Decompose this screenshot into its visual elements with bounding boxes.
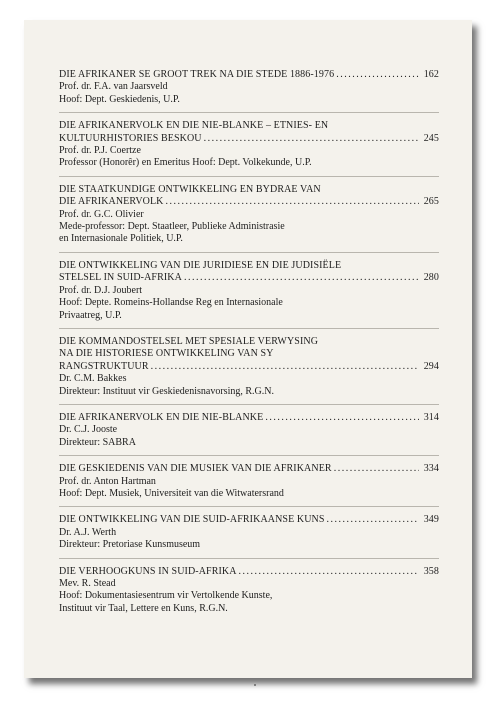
dot-leader — [166, 196, 419, 208]
toc-title-line: DIE STAATKUNDIGE ONTWIKKELING EN BYDRAE VAN — [59, 183, 321, 195]
toc-entry — [59, 405, 439, 456]
toc-title-line — [59, 463, 439, 475]
dot-leader — [184, 272, 419, 284]
dot-leader — [336, 69, 419, 81]
author-name: Prof. dr. P.J. Coertze — [59, 145, 141, 157]
toc-title-line: NA DIE HISTORIESE ONTWIKKELING VAN SY — [59, 348, 274, 360]
toc-title-text: KULTUURHISTORIES BESKOU — [59, 132, 202, 144]
page-number: 280 — [423, 272, 439, 284]
author-affiliation: Professor (Honorêr) en Emeritus Hoof: Dept. Volkekunde, U.P. — [59, 157, 312, 169]
page-number: 294 — [423, 360, 439, 372]
page-number: 334 — [423, 463, 439, 475]
toc-title-line — [59, 412, 439, 424]
toc-title-text: DIE AFRIKANERVOLK EN DIE NIE-BLANKE — [59, 411, 264, 423]
author-affiliation: Instituut vir Taal, Lettere en Kuns, R.G.N. — [59, 602, 228, 614]
author-name: Dr. A.J. Werth — [59, 526, 117, 538]
dot-leader — [334, 463, 419, 475]
toc-title-line — [59, 514, 439, 526]
toc-title-line: DIE ONTWIKKELING VAN DIE JURIDIESE EN DIE JUDISIËLE — [59, 259, 342, 271]
author-affiliation: Hoof: Dokumentasiesentrum vir Vertolkende Kunste, — [59, 590, 273, 602]
author-affiliation: Direkteur: Instituut vir Geskiedenisnavorsing, R.G.N. — [59, 385, 274, 397]
author-affiliation: en Internasionale Politiek, U.P. — [59, 233, 183, 245]
toc-title-text: DIE GESKIEDENIS VAN DIE MUSIEK VAN DIE AFRIKANER — [59, 463, 332, 475]
toc-entry — [59, 507, 439, 558]
toc-entry — [59, 66, 439, 113]
toc-entry-title — [59, 566, 439, 578]
author-name: Prof. dr. Anton Hartman — [59, 475, 156, 487]
page-number: 245 — [423, 132, 439, 144]
dot-leader — [265, 412, 419, 424]
toc-title-line — [59, 566, 439, 578]
toc-title-line — [59, 69, 439, 81]
author-name: Prof. dr. D.J. Joubert — [59, 284, 143, 296]
dot-leader — [327, 514, 419, 526]
page-speck — [254, 684, 256, 686]
toc-entry — [59, 329, 439, 405]
toc-title-line — [59, 272, 439, 284]
author-name: Prof. dr. G.C. Olivier — [59, 208, 144, 220]
author-name: Dr. C.J. Jooste — [59, 424, 118, 436]
toc-entry-title — [59, 463, 439, 475]
toc-entry-title — [59, 69, 439, 81]
toc-title-text: RANGSTRUKTUUR — [59, 360, 149, 372]
toc-title-text: STELSEL IN SUID-AFRIKA — [59, 272, 182, 284]
toc-entry-title — [59, 260, 439, 285]
author-name: Dr. C.M. Bakkes — [59, 373, 127, 385]
page-number: 265 — [423, 196, 439, 208]
toc-entry — [59, 456, 439, 507]
toc-title-line — [59, 196, 439, 208]
page-number: 162 — [423, 69, 439, 80]
toc-title-line: DIE KOMMANDOSTELSEL MET SPESIALE VERWYSING — [59, 335, 319, 347]
toc-title-text: DIE AFRIKANER SE GROOT TREK NA DIE STEDE 1886-1976 — [59, 69, 335, 80]
author-name: Prof. dr. F.A. van Jaarsveld — [59, 81, 168, 93]
toc-title-text: DIE ONTWIKKELING VAN DIE SUID-AFRIKAANSE KUNS — [59, 514, 325, 526]
toc-title-line — [59, 133, 439, 145]
author-affiliation: Direkteur: SABRA — [59, 436, 136, 448]
author-affiliation: Hoof: Dept. Geskiedenis, U.P. — [59, 93, 180, 105]
toc-entry-title — [59, 184, 439, 209]
toc-entry — [59, 253, 439, 329]
author-name: Mev. R. Stead — [59, 578, 116, 589]
toc-entry — [59, 177, 439, 253]
dot-leader — [239, 566, 419, 578]
toc-title-text: DIE VERHOOGKUNS IN SUID-AFRIKA — [59, 565, 237, 577]
toc-entry-title — [59, 514, 439, 526]
document-page — [24, 20, 472, 678]
author-affiliation: Privaatreg, U.P. — [59, 309, 122, 321]
page-number: 358 — [423, 565, 439, 577]
toc-entry-title — [59, 336, 439, 373]
toc-entry — [59, 113, 439, 177]
dot-leader — [151, 361, 419, 373]
toc-entry — [59, 559, 439, 622]
page-number: 314 — [423, 411, 439, 423]
table-of-contents — [59, 66, 439, 621]
dot-leader — [204, 133, 419, 145]
toc-title-line: DIE AFRIKANERVOLK EN DIE NIE-BLANKE – ETNIES- EN — [59, 120, 329, 132]
toc-entry-title — [59, 120, 439, 145]
author-affiliation: Hoof: Dept. Musiek, Universiteit van die Witwatersrand — [59, 487, 284, 499]
author-affiliation: Hoof: Depte. Romeins-Hollandse Reg en Internasionale — [59, 297, 283, 309]
author-affiliation: Mede-professor: Dept. Staatleer, Publieke Administrasie — [59, 221, 285, 233]
toc-entry-title — [59, 412, 439, 424]
author-affiliation: Direkteur: Pretoriase Kunsmuseum — [59, 539, 201, 551]
toc-title-text: DIE AFRIKANERVOLK — [59, 196, 164, 208]
page-number: 349 — [423, 514, 439, 526]
toc-title-line — [59, 361, 439, 373]
